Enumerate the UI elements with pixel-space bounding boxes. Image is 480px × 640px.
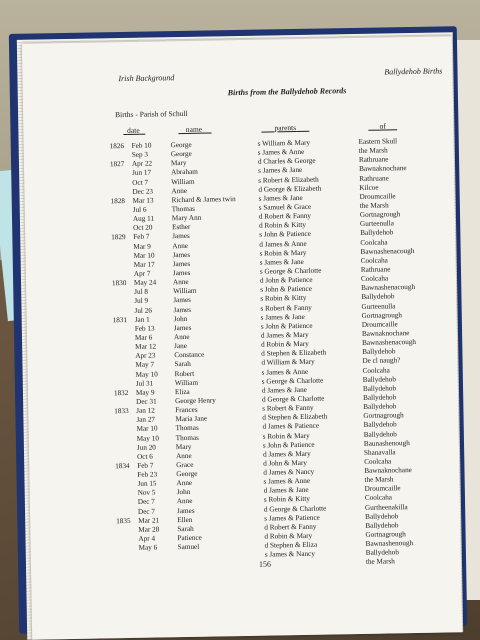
running-header-right: Ballydehob Births bbox=[384, 66, 443, 77]
cell-date: May 9 bbox=[135, 388, 155, 397]
cell-name: George Henry bbox=[175, 396, 216, 406]
cell-parents: d John & Mary bbox=[263, 458, 307, 468]
cell-name: Richard & James twin bbox=[171, 194, 236, 205]
column-header-date-label: date bbox=[127, 125, 140, 135]
cell-parents: d Robert & Fanny bbox=[264, 522, 317, 532]
cell-of: Coolcaha bbox=[362, 365, 390, 375]
cell-date: May 10 bbox=[135, 369, 158, 379]
cell-date: May 24 bbox=[133, 278, 157, 287]
cell-parents: d James & Jane bbox=[263, 486, 309, 495]
cell-name: George bbox=[170, 140, 192, 150]
cell-parents: d Robin & Kitty bbox=[258, 221, 307, 230]
cell-of: Coolcaha bbox=[360, 256, 388, 265]
cell-parents: d James & Jane bbox=[261, 385, 307, 395]
cell-date: Apr 7 bbox=[133, 269, 151, 278]
cell-year: 1828 bbox=[110, 196, 126, 206]
cell-of: Ballydehob bbox=[361, 292, 395, 302]
cell-date: Apr 4 bbox=[138, 534, 156, 543]
cell-of: Gortnagrough bbox=[365, 530, 406, 539]
cell-year: 1833 bbox=[114, 407, 129, 416]
cell-parents: s James & Jane bbox=[259, 257, 304, 267]
cell-of: Gurteenulla bbox=[361, 301, 396, 311]
cell-of: Ballydehob bbox=[365, 512, 399, 521]
cell-parents: s George & Charlotte bbox=[261, 376, 324, 386]
cell-year: 1831 bbox=[112, 315, 128, 324]
column-header-of bbox=[368, 121, 397, 131]
cell-of: Ballydehob bbox=[365, 548, 399, 558]
cell-parents: s William & Mary bbox=[257, 138, 311, 148]
cell-name: Constance bbox=[174, 350, 205, 360]
cell-of: Bawnashenacough bbox=[361, 283, 416, 293]
birth-records-table bbox=[24, 136, 461, 573]
cell-parents: s James & Jane bbox=[258, 193, 303, 203]
cell-date: Feb 13 bbox=[134, 324, 155, 333]
cell-date: Apr 22 bbox=[131, 159, 153, 169]
cell-parents: s Robin & Mary bbox=[262, 431, 310, 441]
cell-parents: s Robert & Elizabeth bbox=[258, 175, 319, 185]
cell-of: Ballydehob bbox=[360, 228, 394, 238]
cell-year: 1827 bbox=[109, 160, 125, 169]
cell-name: James bbox=[172, 250, 191, 259]
page-number: 156 bbox=[258, 559, 272, 569]
cell-name: Anne bbox=[173, 332, 190, 342]
cell-date: Mar 13 bbox=[132, 196, 154, 205]
cell-name: Grace bbox=[176, 460, 194, 470]
cell-date: Mar 9 bbox=[133, 242, 151, 251]
cell-date: Dec 7 bbox=[137, 498, 155, 507]
cell-date: Feb 7 bbox=[137, 461, 154, 470]
cell-date: Nov 5 bbox=[137, 488, 156, 498]
cell-name: Anne bbox=[172, 241, 189, 250]
cell-date: Feb 23 bbox=[137, 470, 158, 479]
cell-date: May 6 bbox=[138, 543, 158, 553]
cell-name: Eliza bbox=[174, 387, 190, 396]
cell-name: Mary bbox=[170, 159, 187, 168]
cell-name: Mary Ann bbox=[171, 213, 202, 223]
cell-date: Dec 7 bbox=[137, 507, 156, 516]
cell-date: Mar 10 bbox=[133, 251, 155, 260]
cell-parents: s James & Jane bbox=[258, 166, 303, 176]
cell-of: Gortnagrough bbox=[363, 411, 404, 421]
cell-of: Ballydehob bbox=[362, 393, 397, 402]
cell-of: Ballydehob bbox=[365, 521, 399, 530]
cell-parents: d Robin & Mary bbox=[261, 339, 309, 349]
cell-of: Rathruane bbox=[358, 155, 389, 165]
cell-of: Ballydehob bbox=[363, 420, 397, 430]
cell-name: Anne bbox=[175, 451, 192, 460]
cell-year: 1834 bbox=[115, 461, 130, 471]
cell-name: Frances bbox=[175, 405, 198, 415]
cell-date: Mar 12 bbox=[135, 342, 157, 351]
cell-of: Droumcaille bbox=[364, 484, 401, 494]
cell-of: Rathruane bbox=[360, 265, 391, 274]
cell-parents: d William & Mary bbox=[261, 358, 315, 368]
cell-date: Oct 6 bbox=[136, 452, 153, 461]
column-header-of-label: of bbox=[379, 121, 386, 131]
cell-of: Gortnagrough bbox=[359, 210, 401, 220]
cell-name: Jane bbox=[174, 342, 187, 351]
cell-parents: d George & Elizabeth bbox=[258, 184, 322, 194]
cell-of: Coolcaha bbox=[364, 457, 392, 466]
cell-parents: s James & Nancy bbox=[264, 550, 315, 559]
cell-name: John bbox=[176, 488, 191, 497]
cell-date: Jan 27 bbox=[136, 415, 156, 425]
cell-parents: s John & Patience bbox=[259, 230, 311, 240]
cell-date: Jul 6 bbox=[132, 205, 147, 214]
cell-date: Apr 23 bbox=[135, 351, 156, 361]
column-header-name-label: name bbox=[185, 124, 203, 134]
cell-name: Sarah bbox=[174, 360, 191, 369]
cell-date: Mar 17 bbox=[133, 260, 155, 269]
cell-date: May 10 bbox=[136, 433, 159, 443]
cell-date: Dec 23 bbox=[132, 187, 154, 196]
running-header-left: Irish Background bbox=[118, 73, 175, 84]
cell-name: Thomas bbox=[175, 433, 199, 442]
cell-of: Gurteenulla bbox=[359, 219, 395, 229]
book-page bbox=[22, 36, 462, 639]
cell-name: George bbox=[170, 149, 192, 159]
cell-parents: d Stephen & Eliza bbox=[264, 540, 318, 550]
cell-of: Bawnashenacough bbox=[360, 246, 415, 256]
cell-name: Esther bbox=[171, 223, 191, 232]
cell-of: Bawnashenough bbox=[365, 539, 414, 549]
cell-of: the Marsh bbox=[359, 201, 389, 210]
cell-year: 1832 bbox=[113, 388, 129, 398]
cell-parents: s George & Charlotte bbox=[259, 266, 322, 276]
column-header-date bbox=[123, 126, 145, 135]
cell-of: Gurtheenakilla bbox=[364, 502, 408, 512]
cell-parents: d James & Nancy bbox=[263, 467, 315, 477]
cell-date: May 7 bbox=[135, 360, 155, 370]
cell-name: Anne bbox=[176, 479, 193, 488]
cell-name: William bbox=[171, 177, 195, 186]
cell-date: Mar 28 bbox=[138, 525, 160, 534]
cell-date: Aug 11 bbox=[132, 214, 155, 224]
cell-parents: d James & Mary bbox=[260, 330, 309, 340]
cell-name: Thomas bbox=[175, 424, 199, 433]
cell-name: Maria Jane bbox=[175, 414, 208, 424]
cell-parents: s Robin & Mary bbox=[259, 248, 307, 258]
cell-date: Jan 12 bbox=[136, 406, 155, 415]
cell-of: Bawnaknochane bbox=[364, 466, 412, 475]
cell-year: 1830 bbox=[111, 279, 127, 288]
page-title: Births from the Ballydehob Records bbox=[227, 86, 347, 98]
cell-parents: s Robert & Fanny bbox=[262, 403, 314, 413]
cell-name: Robert bbox=[174, 369, 195, 378]
cell-name: George bbox=[176, 469, 198, 479]
cell-of: Bawnashenacough bbox=[362, 338, 417, 347]
cell-year: 1829 bbox=[111, 233, 126, 242]
cell-date: Sep 3 bbox=[131, 150, 149, 160]
cell-of: Shanavalla bbox=[363, 448, 396, 457]
cell-name: James bbox=[173, 296, 191, 305]
cell-of: De cl naugh? bbox=[362, 356, 401, 366]
cell-name: Anne bbox=[176, 497, 193, 506]
cell-name: James bbox=[173, 305, 192, 314]
cell-of: the Marsh bbox=[365, 557, 395, 567]
cell-name: William bbox=[174, 378, 199, 387]
cell-date: Dec 31 bbox=[136, 397, 157, 406]
cell-of: the Marsh bbox=[358, 146, 388, 156]
cell-of: Bawnaknochane bbox=[359, 164, 407, 174]
cell-date: Jun 17 bbox=[132, 168, 152, 178]
column-header-parents-label: parents bbox=[274, 123, 297, 133]
cell-date: Jul 31 bbox=[135, 379, 154, 388]
cell-date: Jan 1 bbox=[134, 315, 150, 324]
cell-date: Jul 8 bbox=[134, 287, 149, 297]
cell-of: Eastern Skull bbox=[358, 137, 398, 146]
cell-name: James bbox=[172, 259, 191, 269]
cell-date: Jun 20 bbox=[136, 443, 156, 452]
cell-of: Coolcaha bbox=[360, 237, 388, 247]
cell-date: Jun 15 bbox=[137, 479, 157, 489]
cell-parents: s John & Patience bbox=[260, 321, 313, 331]
cell-parents: d Robin & Mary bbox=[264, 531, 313, 541]
cell-parents: s John & Patience bbox=[260, 285, 312, 294]
cell-name: Anne bbox=[171, 186, 188, 195]
column-header-name bbox=[178, 125, 211, 135]
cell-name: Patience bbox=[177, 533, 202, 543]
cell-of: Gortnagrough bbox=[361, 310, 403, 320]
cell-parents: s James & Jane bbox=[260, 312, 305, 322]
cell-of: Ballydehob bbox=[362, 384, 397, 393]
cell-of: the Marsh bbox=[364, 475, 394, 485]
cell-date: Jul 26 bbox=[134, 306, 152, 315]
cell-parents: s James & Anne bbox=[257, 148, 305, 157]
cell-name: Sarah bbox=[177, 524, 194, 534]
cell-parents: d Stephen & Elizabeth bbox=[262, 412, 328, 422]
cell-name: William bbox=[173, 287, 197, 296]
cell-date: Feb 10 bbox=[131, 141, 152, 150]
cell-date: Oct 7 bbox=[132, 178, 149, 187]
cell-of: Bawnaknochane bbox=[361, 329, 410, 338]
cell-of: Droumcaille bbox=[361, 320, 398, 329]
cell-name: James bbox=[176, 506, 195, 515]
cell-parents: d John & Patience bbox=[259, 275, 313, 285]
cell-date: Mar 21 bbox=[138, 516, 160, 525]
cell-parents: s Samuel & Grace bbox=[258, 202, 312, 212]
cell-of: Ballydehob bbox=[363, 402, 397, 411]
cell-parents: d James & Mary bbox=[262, 449, 311, 459]
cell-parents: d Stephen & Elizabeth bbox=[261, 348, 327, 358]
cell-of: Coolcaha bbox=[360, 274, 389, 284]
cell-of: Ballydehob bbox=[363, 429, 397, 439]
cell-of: Droumcaille bbox=[359, 192, 396, 201]
cell-parents: d Charles & George bbox=[257, 156, 316, 166]
cell-date: Feb 7 bbox=[133, 233, 150, 242]
page-subtitle: Births - Parish of Schull bbox=[115, 108, 188, 120]
cell-name: Samuel bbox=[177, 542, 200, 552]
cell-parents: s Robin & Kitty bbox=[263, 495, 311, 505]
cell-date: Mar 10 bbox=[136, 424, 158, 434]
cell-parents: d James & Patience bbox=[262, 422, 320, 432]
cell-date: Mar 6 bbox=[134, 333, 153, 342]
cell-name: James bbox=[173, 323, 192, 333]
cell-name: Ellen bbox=[177, 515, 193, 524]
cell-name: Anne bbox=[172, 278, 189, 287]
column-header-parents bbox=[261, 123, 309, 133]
cell-parents: s James & Anne bbox=[263, 477, 311, 486]
cell-parents: d George & Charlotte bbox=[263, 504, 327, 514]
cell-of: Baunashenough bbox=[363, 438, 410, 448]
cell-of: Rathruane bbox=[359, 173, 389, 183]
cell-year: 1826 bbox=[109, 142, 125, 151]
cell-of: Ballydehob bbox=[362, 347, 396, 357]
cell-date: Oct 20 bbox=[132, 223, 153, 233]
cell-parents: s Robert & Fanny bbox=[260, 303, 312, 313]
cell-date: Jul 9 bbox=[134, 297, 149, 306]
cell-parents: d James & Anne bbox=[259, 239, 307, 249]
cell-parents: s John & Patience bbox=[262, 440, 315, 450]
cell-year: 1835 bbox=[116, 516, 131, 525]
cell-name: James bbox=[172, 232, 190, 241]
cell-parents: d George & Charlotte bbox=[262, 394, 325, 404]
cell-parents: s James & Patience bbox=[264, 513, 320, 523]
cell-parents: d Robert & Fanny bbox=[258, 211, 312, 221]
cell-of: Kilcoe bbox=[359, 183, 379, 192]
cell-of: Ballydehob bbox=[362, 374, 396, 384]
cell-parents: s Robin & Kitty bbox=[260, 294, 307, 304]
cell-parents: s James & Anne bbox=[261, 367, 309, 377]
cell-name: John bbox=[173, 314, 188, 323]
cell-name: Abraham bbox=[171, 168, 198, 177]
cell-name: Mary bbox=[175, 442, 192, 451]
cell-of: Coolcaha bbox=[364, 493, 393, 503]
cell-name: James bbox=[172, 268, 191, 278]
cell-name: Thomas bbox=[171, 204, 195, 214]
